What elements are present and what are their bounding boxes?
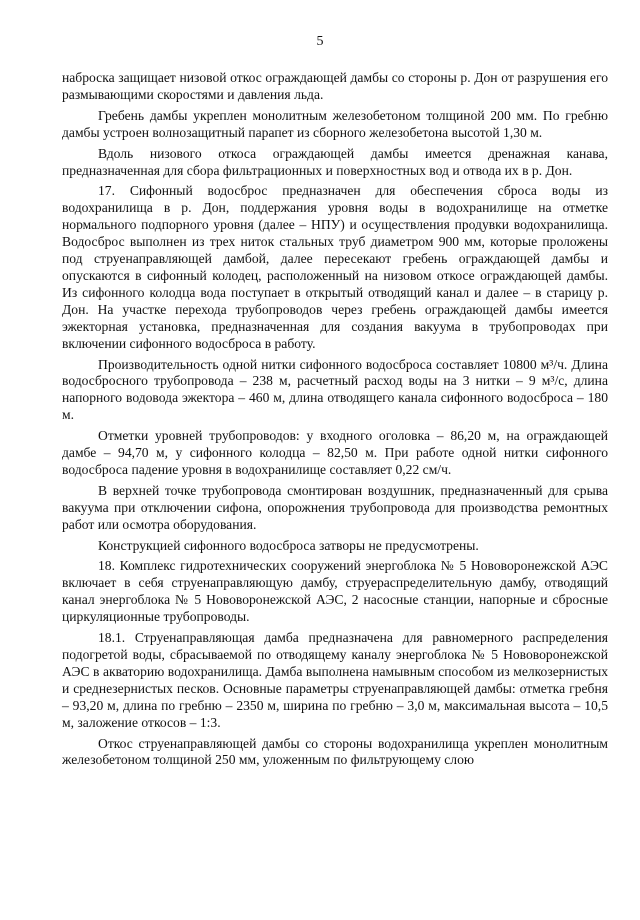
paragraph: Вдоль низового откоса ограждающей дамбы имеется дренажная канава, предназначенная для сбора фильтрационных и поверхностных вод и отвода их в р. Дон. [62, 145, 608, 178]
paragraph: 18. Комплекс гидротехнических сооружений энергоблока № 5 Нововоронежской АЭС включает в себя струенаправляющую дамбу, струераспределительную дамбу, отводящий канал энергоблока № 5 Нововоронежской АЭС, 2 насосные станции, напорные и сбросные циркуляционные трубопроводы. [62, 558, 608, 625]
paragraph: Конструкцией сифонного водосброса затворы не предусмотрены. [98, 537, 479, 553]
paragraph: наброска защищает низовой откос ограждающей дамбы со стороны р. Дон от разрушения его размывающими скоростями и давления льда. [62, 70, 608, 102]
paragraph: 18.1. Струенаправляющая дамба предназначена для равномерного распределения подогретой воды, сбрасываемой по отводящему каналу энергоблока № 5 Нововоронежской АЭС в акваторию водохранилища. Дамба выполнена намывным способом из мелкозернистых и среднезернистых песков. Основные параметры струенаправляющей дамбы: отметка гребня – 93,20 м, длина по гребню – 2350 м, ширина по гребню – 3,0 м, максимальная высота – 10,5 м, заложение откосов – 1:3. [62, 630, 608, 730]
paragraph: Гребень дамбы укреплен монолитным железобетоном толщиной 200 мм. По гребню дамбы устроен волнозащитный парапет из сборного железобетона высотой 1,30 м. [62, 107, 608, 140]
paragraph: Производительность одной нитки сифонного водосброса составляет 10800 м³/ч. Длина водосбросного трубопровода – 238 м, расчетный расход воды на 3 нитки – 9 м³/с, длина напорного водовода эжектора – 460 м, длина отводящего канала сифонного водосброса – 180 м. [62, 356, 608, 423]
document-body [62, 70, 608, 773]
paragraph: Откос струенаправляющей дамбы со стороны водохранилища укреплен монолитным железобетоном толщиной 250 мм, уложенным по фильтрующему слою [62, 735, 608, 768]
page-number: 5 [316, 34, 324, 49]
paragraph: 17. Сифонный водосброс предназначен для обеспечения сброса воды из водохранилища в р. Дон, поддержания уровня воды в водохранилище на отметке нормального подпорного уровня (далее – НПУ) и осуществления продувки водохранилища. Водосброс выполнен из трех ниток стальных труб диаметром 900 мм, которые проложены под струенаправляющей дамбой, далее пересекают гребень ограждающей дамбы и опускаются в сифонный колодец, расположенный на низовом откосе ограждающей дамбы. Из сифонного колодца вода поступает в открытый отводящий канал и далее – в старицу р. Дон. На участке перехода трубопроводов через гребень ограждающей дамбы имеется эжекторная установка, предназначенная для создания вакуума в трубопроводах при включении сифонного водосброса в работу. [62, 183, 608, 351]
paragraph: В верхней точке трубопровода смонтирован воздушник, предназначенный для срыва вакуума при отключении сифона, опорожнения трубопровода для производства ремонтных работ или осмотра оборудования. [62, 482, 608, 532]
paragraph: Отметки уровней трубопроводов: у входного оголовка – 86,20 м, на ограждающей дамбе – 94,70 м, у сифонного колодца – 82,50 м. При работе одной нитки сифонного водосброса падение уровня в водохранилище составляет 0,22 см/ч. [62, 428, 608, 477]
